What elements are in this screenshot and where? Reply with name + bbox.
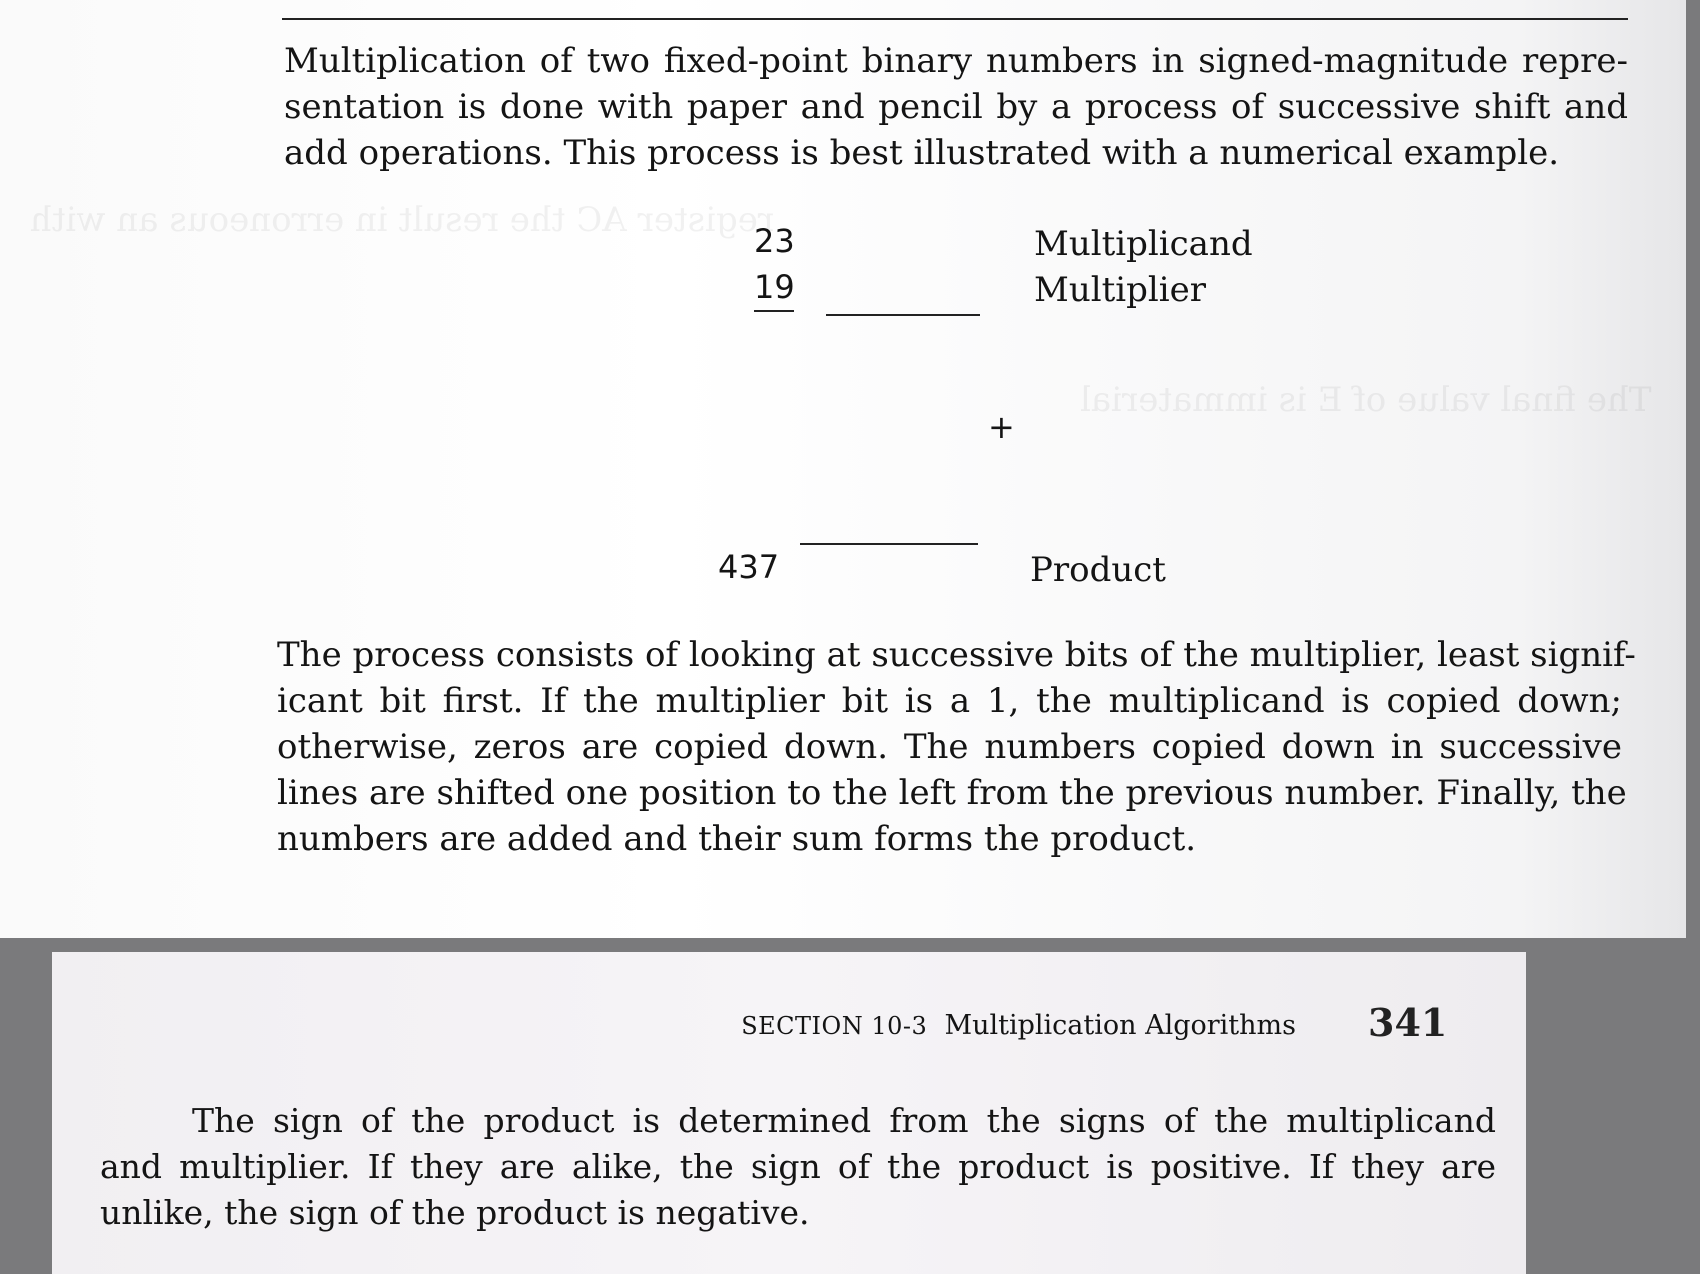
running-header bbox=[741, 1010, 1296, 1041]
intro-paragraph bbox=[284, 38, 1628, 176]
intro-line: sentation is done with paper and pencil by a process of successive shift and bbox=[284, 87, 1628, 127]
decimal-underline bbox=[754, 310, 794, 312]
bleed-through: register AC the result in erroneous an with bbox=[30, 200, 775, 240]
sign-paragraph bbox=[100, 1098, 1496, 1236]
section-number: SECTION 10-3 bbox=[741, 1012, 928, 1040]
page-number: 341 bbox=[1368, 1000, 1448, 1045]
section-title: Multiplication Algorithms bbox=[944, 1010, 1296, 1041]
sign-line: and multiplier. If they are alike, the sign of the product is positive. If they are bbox=[100, 1147, 1496, 1186]
bottom-page bbox=[52, 952, 1526, 1274]
process-line: The process consists of looking at successive bits of the multiplier, least signif- bbox=[277, 635, 1636, 675]
product-decimal: 437 bbox=[718, 548, 780, 586]
process-line: numbers are added and their sum forms the product. bbox=[277, 819, 1197, 859]
multiplicand-decimal: 23 bbox=[754, 222, 795, 260]
product-label: Product bbox=[1030, 550, 1166, 590]
sum-line bbox=[800, 543, 978, 545]
top-rule bbox=[282, 18, 1628, 20]
process-line: lines are shifted one position to the left from the previous number. Finally, the bbox=[277, 773, 1627, 813]
process-paragraph bbox=[277, 632, 1636, 862]
multiplier-decimal: 19 bbox=[754, 268, 795, 306]
multiplier-label: Multiplier bbox=[1034, 270, 1207, 310]
sign-line: The sign of the product is determined from the signs of the multiplicand bbox=[192, 1101, 1496, 1140]
plus-sign: + bbox=[988, 408, 1015, 446]
intro-line: add operations. This process is best illustrated with a numerical example. bbox=[284, 133, 1560, 173]
sign-line: unlike, the sign of the product is negative. bbox=[100, 1193, 810, 1232]
bleed-through: The final value of E is immaterial bbox=[1080, 380, 1652, 420]
process-line: icant bit first. If the multiplier bit is a 1, the multiplicand is copied down; bbox=[277, 681, 1622, 721]
intro-line: Multiplication of two fixed-point binary numbers in signed-magnitude repre- bbox=[284, 41, 1628, 81]
multiplicand-label: Multiplicand bbox=[1034, 224, 1253, 264]
process-line: otherwise, zeros are copied down. The numbers copied down in successive bbox=[277, 727, 1622, 767]
multiplier-underline bbox=[826, 314, 980, 316]
